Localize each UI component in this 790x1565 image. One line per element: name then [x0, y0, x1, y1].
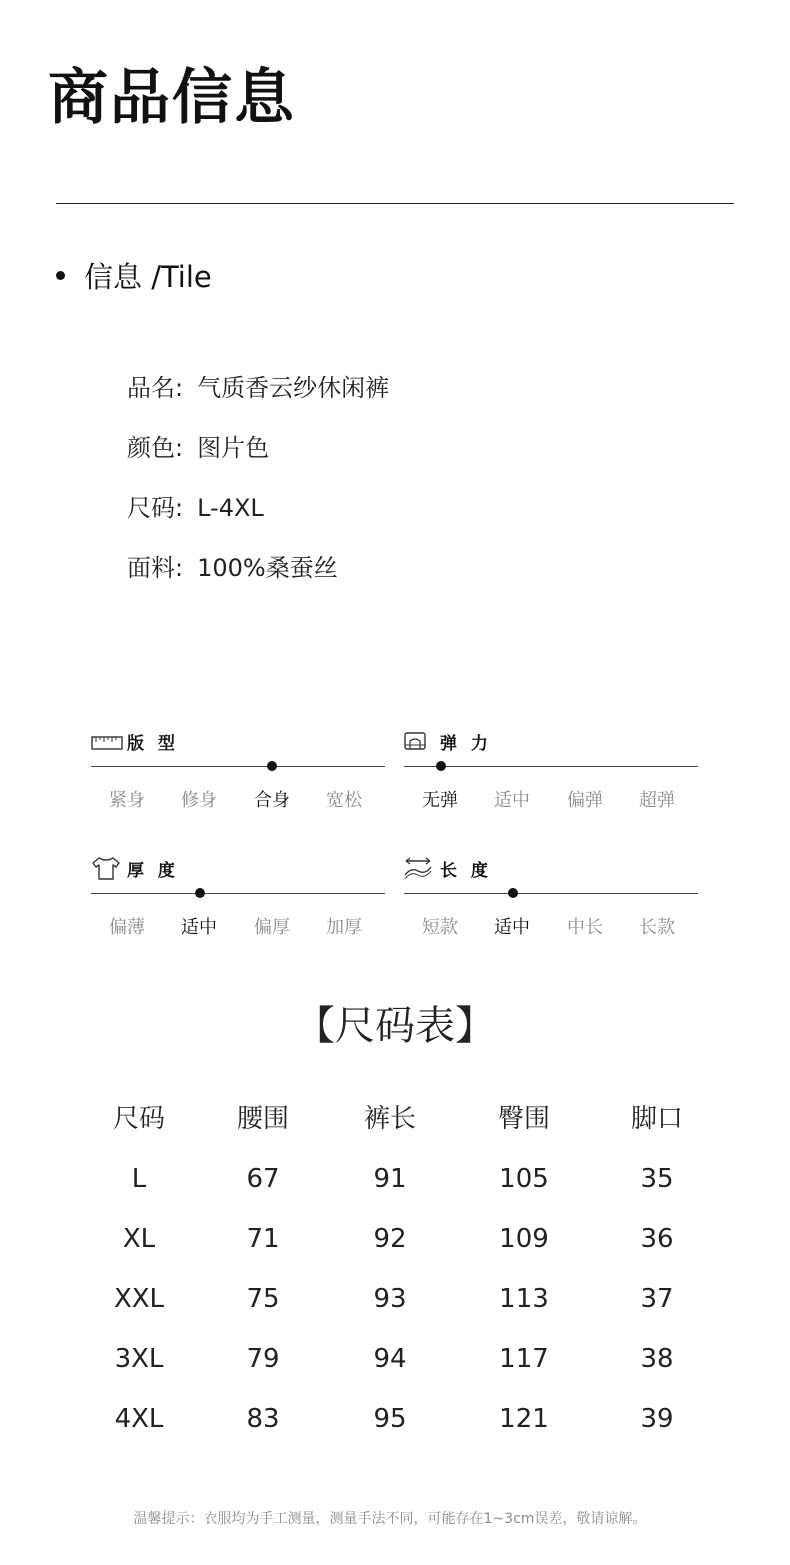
tshirt-icon [91, 855, 125, 881]
table-header-cell: 脚口 [630, 1104, 683, 1134]
attribute-option-selected: 无弹 [422, 790, 458, 811]
table-cell: 117 [499, 1344, 549, 1374]
table-cell: 105 [499, 1164, 549, 1194]
table-cell: 4XL [114, 1404, 164, 1434]
table-cell: 71 [246, 1224, 280, 1254]
table-cell: 3XL [114, 1344, 164, 1374]
table-cell: 109 [499, 1224, 549, 1254]
info-label: 品名: [127, 374, 184, 402]
table-cell: L [131, 1164, 147, 1194]
attribute-scale-line [91, 893, 385, 894]
table-cell: 38 [640, 1344, 674, 1374]
table-header-cell: 腰围 [236, 1104, 289, 1134]
attribute-option: 长款 [639, 917, 675, 938]
attribute-marker [195, 888, 205, 898]
table-cell: 67 [246, 1164, 280, 1194]
attribute-option: 宽松 [326, 790, 362, 811]
attribute-header [404, 855, 492, 881]
attribute-scale-line [404, 766, 698, 767]
size-chart-title: 【尺码表】 [295, 1003, 495, 1049]
attribute-length [404, 855, 698, 945]
table-cell: 121 [499, 1404, 549, 1434]
stretch-icon [404, 728, 438, 754]
info-row-color [127, 432, 269, 464]
table-header-cell: 裤长 [363, 1104, 416, 1134]
attribute-header [91, 728, 179, 754]
attribute-header [404, 728, 492, 754]
table-cell: 36 [640, 1224, 674, 1254]
info-row-fabric [127, 552, 338, 584]
table-cell: XXL [113, 1284, 165, 1314]
attribute-fit [91, 728, 385, 818]
length-icon [404, 855, 438, 881]
attribute-option: 适中 [494, 790, 530, 811]
table-cell: 91 [373, 1164, 407, 1194]
attribute-marker [436, 761, 446, 771]
table-cell: 83 [246, 1404, 280, 1434]
attribute-scale-line [91, 766, 385, 767]
table-header-cell: 尺码 [112, 1104, 165, 1134]
bullet-dot [56, 271, 65, 280]
info-value: 气质香云纱休闲裤 [197, 374, 390, 402]
attribute-option: 中长 [567, 917, 603, 938]
attribute-option: 修身 [181, 790, 217, 811]
info-value: 图片色 [197, 434, 270, 462]
ruler-icon [91, 728, 125, 754]
attribute-option-selected: 适中 [181, 917, 217, 938]
attribute-name: 长 度 [440, 860, 492, 881]
attribute-option-selected: 合身 [254, 790, 290, 811]
info-label: 尺码: [127, 494, 184, 522]
info-value: L-4XL [197, 494, 264, 522]
attribute-option: 短款 [422, 917, 458, 938]
attribute-option: 紧身 [109, 790, 145, 811]
attribute-name: 厚 度 [127, 860, 179, 881]
info-label: 面料: [127, 554, 184, 582]
section-title: 信息 /Tile [84, 260, 212, 294]
table-cell: 35 [640, 1164, 674, 1194]
table-cell: 94 [373, 1344, 407, 1374]
measurement-note: 温馨提示：衣服均为手工测量，测量手法不同，可能存在1~3cm误差，敬请谅解。 [133, 1511, 647, 1527]
divider [56, 203, 734, 204]
table-cell: 39 [640, 1404, 674, 1434]
attribute-option: 加厚 [326, 917, 362, 938]
table-cell: 79 [246, 1344, 280, 1374]
attribute-header [91, 855, 179, 881]
table-cell: 75 [246, 1284, 280, 1314]
attribute-option-selected: 适中 [494, 917, 530, 938]
attribute-option: 超弹 [639, 790, 675, 811]
info-value: 100%桑蚕丝 [197, 554, 338, 582]
attribute-scale-line [404, 893, 698, 894]
table-cell: 93 [373, 1284, 407, 1314]
attribute-thickness [91, 855, 385, 945]
table-cell: 37 [640, 1284, 674, 1314]
attribute-name: 版 型 [127, 733, 179, 754]
attribute-marker [267, 761, 277, 771]
table-cell: XL [122, 1224, 156, 1254]
info-row-name [127, 372, 389, 404]
info-label: 颜色: [127, 434, 184, 462]
attribute-option: 偏弹 [567, 790, 603, 811]
table-header-cell: 臀围 [497, 1104, 550, 1134]
attribute-elasticity [404, 728, 698, 818]
table-cell: 113 [499, 1284, 549, 1314]
attribute-option: 偏薄 [109, 917, 145, 938]
attribute-name: 弹 力 [440, 733, 492, 754]
page-title: 商品信息 [48, 63, 296, 133]
table-cell: 92 [373, 1224, 407, 1254]
table-cell: 95 [373, 1404, 407, 1434]
attribute-marker [508, 888, 518, 898]
info-row-size [127, 492, 264, 524]
attribute-option: 偏厚 [254, 917, 290, 938]
